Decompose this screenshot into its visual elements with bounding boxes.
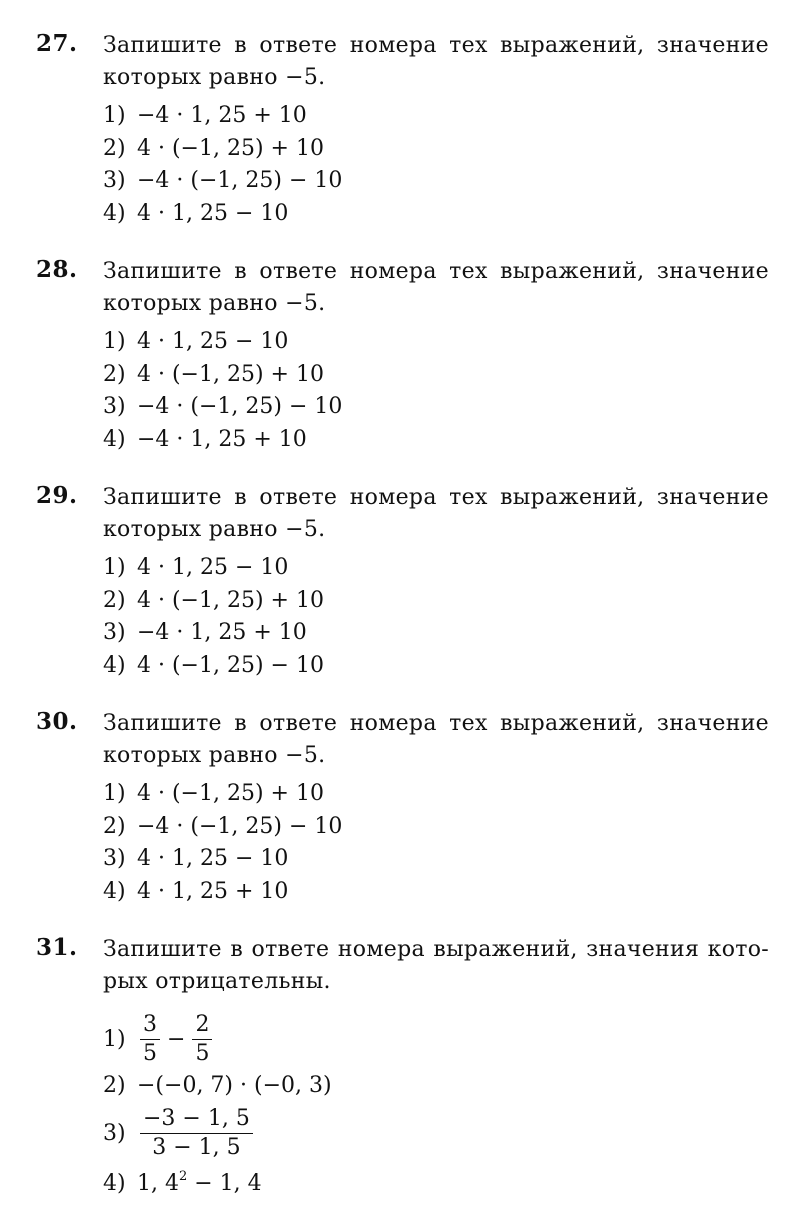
statement-line-2: которых равно −5. [103, 65, 326, 90]
option-expression: −4 · (−1, 25) − 10 [137, 168, 343, 193]
option-1 [103, 778, 342, 811]
option-2 [103, 585, 324, 618]
answer-options [103, 326, 342, 456]
option-4 [103, 1162, 332, 1200]
statement-line-2: рых отрицательны. [103, 969, 331, 994]
option-3 [103, 165, 342, 198]
option-label: 3) [103, 394, 126, 419]
option-1 [103, 326, 342, 359]
option-2 [103, 1068, 332, 1104]
problem-statement [103, 708, 769, 772]
problem-statement [103, 30, 769, 94]
fraction-numerator: 3 [140, 1013, 160, 1040]
answer-options [103, 100, 342, 230]
option-label: 4) [103, 200, 126, 226]
fraction [192, 1013, 212, 1066]
option-label: 4) [103, 652, 126, 678]
statement-line-1: Запишите в ответе номера выражений, значения кото- [103, 937, 769, 962]
option-label: 2) [103, 587, 126, 613]
option-label: 1) [103, 329, 126, 354]
option-4 [103, 424, 342, 457]
option-4 [103, 876, 342, 909]
option-expression: 4 · (−1, 25) + 10 [137, 781, 324, 806]
problem-statement [103, 934, 769, 998]
option-label: 1) [103, 103, 126, 128]
option-expression: −4 · 1, 25 + 10 [137, 426, 307, 452]
option-expression: 4 · 1, 25 − 10 [137, 200, 289, 226]
option-expression: −4 · (−1, 25) − 10 [137, 394, 343, 419]
problem-number: 29. [36, 482, 78, 509]
fraction-numerator: −3 − 1, 5 [140, 1107, 253, 1134]
option-expression: 4 · (−1, 25) + 10 [137, 361, 324, 387]
option-3 [103, 843, 342, 876]
answer-options [103, 552, 324, 682]
option-label: 3) [103, 168, 126, 193]
option-1 [103, 552, 324, 585]
problem-number: 28. [36, 256, 78, 283]
option-1 [103, 100, 342, 133]
option-label: 4) [103, 426, 126, 452]
problem-statement [103, 256, 769, 320]
option-expression: 4 · (−1, 25) + 10 [137, 135, 324, 161]
option-label: 3) [103, 620, 126, 645]
problem-number: 27. [36, 30, 78, 57]
option-label: 1) [103, 1026, 126, 1052]
option-label: 1) [103, 781, 126, 806]
option-3 [103, 391, 342, 424]
statement-line-1: Запишите в ответе номера тех выражений, значение [103, 711, 769, 736]
option-label: 2) [103, 135, 126, 161]
option-4 [103, 650, 324, 683]
option-expression: 4 · 1, 25 − 10 [137, 555, 289, 580]
option-expression: 4 · 1, 25 − 10 [137, 846, 289, 871]
answer-options [103, 1010, 332, 1200]
option-2 [103, 359, 342, 392]
option-expression-rest: − 1, 4 [187, 1171, 262, 1196]
option-2 [103, 133, 342, 166]
statement-line-1: Запишите в ответе номера тех выражений, значение [103, 485, 769, 510]
minus-operator: − [167, 1026, 186, 1052]
option-2 [103, 811, 342, 844]
option-label: 3) [103, 1120, 126, 1146]
statement-line-1: Запишите в ответе номера тех выражений, значение [103, 33, 769, 58]
option-label: 2) [103, 1073, 126, 1098]
fraction-numerator: 2 [192, 1013, 212, 1040]
answer-options [103, 778, 342, 908]
option-label: 3) [103, 846, 126, 871]
option-1 [103, 1010, 332, 1068]
option-label: 2) [103, 813, 126, 839]
power-base: 1, 4 [137, 1171, 179, 1196]
problem-number: 31. [36, 934, 78, 961]
problem-statement [103, 482, 769, 546]
option-expression: 4 · (−1, 25) − 10 [137, 652, 324, 678]
option-expression: 4 · 1, 25 + 10 [137, 878, 289, 904]
option-label: 4) [103, 878, 126, 904]
power-exponent: 2 [178, 1169, 188, 1184]
statement-line-2: которых равно −5. [103, 291, 326, 316]
option-expression: −4 · 1, 25 + 10 [137, 103, 307, 128]
option-label: 4) [103, 1171, 126, 1196]
option-expression: −4 · (−1, 25) − 10 [137, 813, 343, 839]
statement-line-2: которых равно −5. [103, 743, 326, 768]
fraction [140, 1013, 160, 1066]
fraction-denominator: 5 [195, 1040, 210, 1066]
option-expression: −(−0, 7) · (−0, 3) [137, 1073, 332, 1098]
option-4 [103, 198, 342, 231]
option-3 [103, 1104, 332, 1162]
statement-line-1: Запишите в ответе номера тех выражений, значение [103, 259, 769, 284]
fraction [140, 1107, 253, 1160]
fraction-denominator: 3 − 1, 5 [152, 1134, 241, 1160]
fraction-denominator: 5 [143, 1040, 157, 1066]
option-label: 2) [103, 361, 126, 387]
option-expression: 4 · (−1, 25) + 10 [137, 587, 324, 613]
problem-number: 30. [36, 708, 78, 735]
statement-line-2: которых равно −5. [103, 517, 326, 542]
option-label: 1) [103, 555, 126, 580]
option-expression: −4 · 1, 25 + 10 [137, 620, 307, 645]
option-3 [103, 617, 324, 650]
option-expression: 4 · 1, 25 − 10 [137, 329, 289, 354]
